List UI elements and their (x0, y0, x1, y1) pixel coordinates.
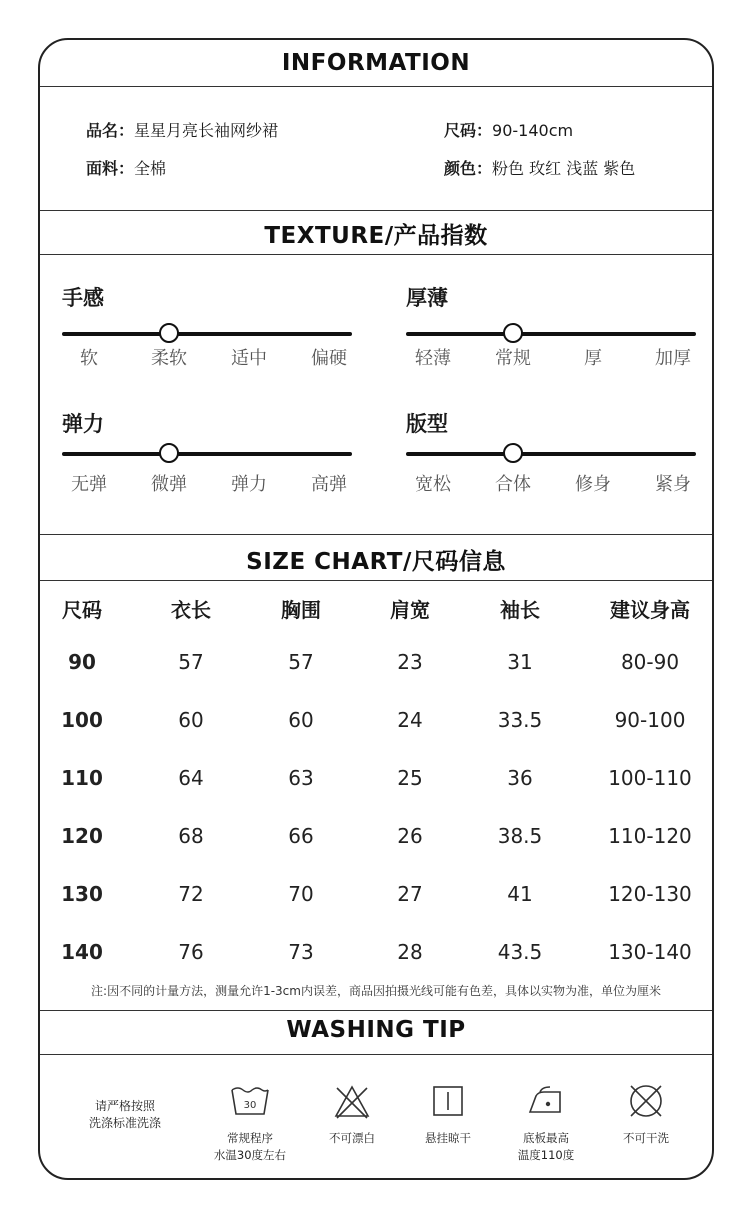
texture-scale-title: 版型 (406, 412, 448, 436)
size-table-cell: 43.5 (497, 940, 543, 964)
size-table-cell: 130-140 (608, 940, 692, 964)
size-chart-title: SIZE CHART/尺码信息 (246, 549, 506, 575)
size-range-value: 90-140cm (492, 121, 574, 140)
texture-scale-track (62, 452, 352, 456)
wash-30-icon (230, 1084, 270, 1118)
color-value: 粉色 玫红 浅蓝 紫色 (492, 159, 636, 178)
size-table-cell: 110 (61, 766, 103, 790)
size-table-cell: 24 (397, 708, 423, 732)
divider (40, 1010, 712, 1011)
texture-level-label: 合体 (495, 474, 531, 495)
texture-level-label: 加厚 (655, 348, 691, 369)
product-name-value: 星星月亮长袖网纱裙 (134, 121, 279, 140)
texture-selected-marker (503, 443, 523, 463)
size-range-key: 尺码： (444, 121, 493, 140)
texture-scale-title: 弹力 (62, 412, 104, 436)
size-table-header: 建议身高 (610, 598, 690, 622)
size-table-cell: 60 (178, 708, 204, 732)
no-dry-clean-icon (627, 1082, 665, 1120)
divider (40, 254, 712, 255)
washing-intro-line2: 洗涤标准洗涤 (88, 1116, 161, 1130)
size-table-cell: 23 (397, 650, 423, 674)
size-table-cell: 140 (61, 940, 103, 964)
size-table-cell: 120 (61, 824, 103, 848)
texture-scale-title: 厚薄 (406, 286, 448, 310)
size-table-cell: 25 (397, 766, 423, 790)
iron-110-icon (526, 1084, 566, 1118)
tip-iron-line1: 底板最高 (523, 1131, 569, 1145)
tip-hang-dry-label: 悬挂晾干 (425, 1131, 471, 1145)
size-table-cell: 110-120 (608, 824, 692, 848)
size-table-cell: 72 (178, 882, 204, 906)
texture-scale-title: 手感 (62, 286, 104, 310)
texture-level-label: 适中 (231, 348, 267, 369)
divider (40, 580, 712, 581)
no-bleach-icon (333, 1084, 371, 1120)
size-table-cell: 100 (61, 708, 103, 732)
texture-level-label: 轻薄 (415, 348, 451, 369)
size-table-cell: 31 (507, 650, 533, 674)
size-table-cell: 120-130 (608, 882, 692, 906)
texture-level-label: 弹力 (231, 474, 267, 495)
tip-no-bleach-label: 不可漂白 (329, 1131, 375, 1145)
texture-scale-track (406, 452, 696, 456)
information-title: INFORMATION (281, 50, 471, 76)
info-card (38, 38, 714, 1180)
divider (40, 534, 712, 535)
fabric-value: 全棉 (134, 159, 167, 178)
tip-no-dry-clean-label: 不可干洗 (623, 1131, 669, 1145)
size-table-cell: 33.5 (497, 708, 543, 732)
size-table-cell: 100-110 (608, 766, 692, 790)
size-table-header: 尺码 (62, 598, 102, 622)
size-table-cell: 41 (507, 882, 533, 906)
size-table-cell: 73 (288, 940, 314, 964)
divider (40, 86, 712, 87)
size-table-cell: 90-100 (614, 708, 686, 732)
texture-level-label: 厚 (584, 348, 602, 369)
washing-intro-line1: 请严格按照 (94, 1099, 155, 1113)
tip-wash-line1: 常规程序 (227, 1131, 273, 1145)
hang-dry-icon (431, 1084, 465, 1118)
size-table-cell: 90 (68, 650, 96, 674)
color-row (444, 156, 635, 179)
texture-selected-marker (503, 323, 523, 343)
fabric-row (86, 156, 166, 179)
size-table-cell: 130 (61, 882, 103, 906)
size-note: 注:因不同的计量方法，测量允许1-3cm内误差，商品因拍摄光线可能有色差，具体以实物为准，单位为厘米 (91, 984, 661, 998)
texture-level-label: 偏硬 (311, 348, 347, 369)
size-range-row (444, 118, 573, 141)
size-table-header: 肩宽 (390, 598, 430, 622)
texture-level-label: 软 (80, 348, 98, 369)
tip-iron (496, 1130, 596, 1164)
texture-level-label: 宽松 (415, 474, 451, 495)
texture-level-label: 常规 (495, 348, 531, 369)
washing-title: WASHING TIP (286, 1017, 466, 1043)
size-table-cell: 63 (288, 766, 314, 790)
divider (40, 210, 712, 211)
tip-no-bleach (302, 1130, 402, 1147)
texture-level-label: 紧身 (655, 474, 691, 495)
texture-scale-track (62, 332, 352, 336)
texture-level-label: 修身 (575, 474, 611, 495)
size-table-cell: 28 (397, 940, 423, 964)
texture-level-label: 微弹 (151, 474, 187, 495)
tip-wash (200, 1130, 300, 1164)
product-name-row (86, 118, 278, 141)
texture-title: TEXTURE/产品指数 (264, 223, 488, 249)
size-table-cell: 57 (288, 650, 314, 674)
size-table-header: 胸围 (281, 598, 321, 622)
texture-level-label: 柔软 (151, 348, 187, 369)
size-table-cell: 27 (397, 882, 423, 906)
size-table-cell: 36 (507, 766, 533, 790)
size-table-cell: 76 (178, 940, 204, 964)
texture-level-label: 无弹 (71, 474, 107, 495)
texture-scale-track (406, 332, 696, 336)
size-table-header: 衣长 (171, 598, 211, 622)
size-table-header: 袖长 (500, 598, 540, 622)
tip-wash-line2: 水温30度左右 (213, 1148, 287, 1162)
texture-level-label: 高弹 (311, 474, 347, 495)
size-table-cell: 70 (288, 882, 314, 906)
tip-iron-line2: 温度110度 (517, 1148, 575, 1162)
size-table-cell: 64 (178, 766, 204, 790)
washing-intro (60, 1098, 190, 1132)
size-table-cell: 60 (288, 708, 314, 732)
fabric-key: 面料： (86, 159, 135, 178)
texture-selected-marker (159, 323, 179, 343)
size-table-cell: 68 (178, 824, 204, 848)
product-name-key: 品名： (86, 121, 135, 140)
size-table-cell: 80-90 (620, 650, 680, 674)
tip-hang-dry (398, 1130, 498, 1147)
size-table-cell: 57 (178, 650, 204, 674)
divider (40, 1054, 712, 1055)
size-table-cell: 38.5 (497, 824, 543, 848)
texture-selected-marker (159, 443, 179, 463)
color-key: 颜色： (444, 159, 493, 178)
tip-no-dry-clean (596, 1130, 696, 1147)
size-table-cell: 66 (288, 824, 314, 848)
size-table-cell: 26 (397, 824, 423, 848)
wash-temp-label: 30 (243, 1100, 257, 1111)
